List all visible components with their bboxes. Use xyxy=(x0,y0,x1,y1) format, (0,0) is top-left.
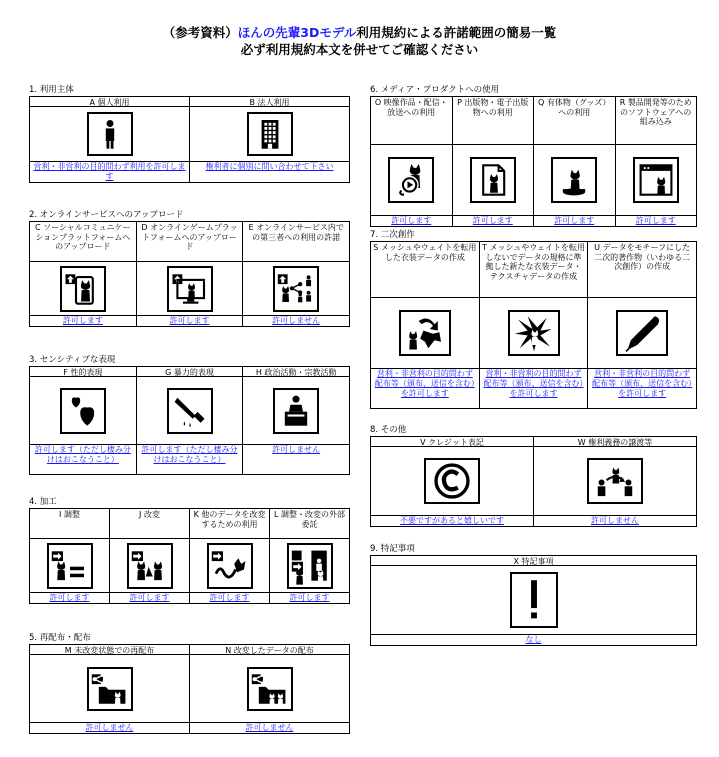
permission-table xyxy=(29,366,350,475)
permission-header: A 個人利用 xyxy=(30,97,189,107)
permission-cell xyxy=(109,509,189,603)
figure-goods-icon xyxy=(551,157,597,203)
permission-header: G 暴力的表現 xyxy=(137,367,243,377)
person-icon xyxy=(87,112,133,156)
permission-cell xyxy=(533,97,615,226)
permission-header: H 政治活動・宗教活動 xyxy=(243,367,349,377)
permission-result-text: 許可しません xyxy=(85,723,134,732)
permission-result-text: 不要ですがあると嬉しいです xyxy=(400,516,504,525)
permission-result xyxy=(616,215,697,226)
permission-cell xyxy=(30,97,189,182)
permission-cell xyxy=(371,556,696,645)
permission-result xyxy=(30,722,189,733)
video-icon xyxy=(388,157,434,203)
icon-box xyxy=(30,539,109,592)
permission-result xyxy=(534,515,696,526)
modify-icon xyxy=(127,543,173,589)
permission-table xyxy=(29,644,350,734)
permission-header: S メッシュやウェイトを転用した衣装データの作成 xyxy=(371,242,479,298)
permission-header: U データをモチーフにした二次的著作物（いわゆる二次創作）の作成 xyxy=(588,242,696,298)
section-s8 xyxy=(370,425,697,527)
permission-cell xyxy=(479,242,588,408)
icon-box xyxy=(137,262,243,315)
upload-smartphone-icon xyxy=(60,266,106,312)
distribute-modified-icon xyxy=(247,667,293,711)
permission-result-text: 許可します xyxy=(129,593,170,602)
fabric-icon xyxy=(508,310,560,356)
title-line-2: 必ず利用規約本文を併せてご確認ください xyxy=(240,42,479,57)
section-label: 8. その他 xyxy=(370,425,407,435)
permission-header: J 改変 xyxy=(110,509,189,539)
section-s3 xyxy=(29,355,350,475)
icon-box xyxy=(110,539,189,592)
permission-cell xyxy=(189,509,269,603)
section-label: 4. 加工 xyxy=(29,497,57,507)
pen-icon xyxy=(616,310,668,356)
hearts-icon xyxy=(60,388,106,434)
permission-result xyxy=(137,444,243,474)
permission-result xyxy=(30,161,189,182)
icon-box xyxy=(190,655,349,722)
permission-cell xyxy=(371,97,452,226)
permission-header: M 未改変状態での再配布 xyxy=(30,645,189,655)
permission-header: X 特記事項 xyxy=(371,556,696,566)
permission-header: B 法人利用 xyxy=(190,97,349,107)
permission-result-text: 許可します xyxy=(289,593,330,602)
section-s9 xyxy=(370,544,697,646)
redistribute-icon xyxy=(87,667,133,711)
icon-box xyxy=(371,145,452,215)
permission-cell xyxy=(30,367,136,474)
permission-result xyxy=(137,315,243,326)
permission-result-text: 営利・非営利の目的問わず配布等（頒布、送信を含む）を許可します xyxy=(483,369,584,398)
icon-box xyxy=(371,566,696,634)
permission-cell xyxy=(30,645,189,733)
permission-header: C ソーシャルコミュニケーションプラットフォームへのアップロード xyxy=(30,222,136,262)
permission-result-text: 営利・非営利の目的問わず配布等（頒布、送信を含む）を許可します xyxy=(592,369,693,398)
permission-header: W 権利義務の譲渡等 xyxy=(534,437,696,447)
transfer-icon xyxy=(587,458,643,504)
permission-result xyxy=(243,444,349,474)
permission-result-text: 権利者に個別に問い合わせて下さい xyxy=(205,162,334,171)
permission-table xyxy=(29,508,350,604)
icon-box xyxy=(190,107,349,161)
permission-result-text: 許可します xyxy=(554,216,595,225)
section-s2 xyxy=(29,210,350,327)
icon-box xyxy=(30,262,136,315)
permission-result-text: 許可しません xyxy=(245,723,294,732)
permission-result-text: 営利・非営利の目的問わず配布等（頒布、送信を含む）を許可します xyxy=(374,369,475,398)
icon-box xyxy=(371,447,533,515)
convert-mesh-icon xyxy=(399,310,451,356)
permission-table xyxy=(370,96,697,227)
permission-header: R 製品開発等のためのソフトウェアへの組み込み xyxy=(616,97,697,145)
permission-result xyxy=(190,592,269,603)
permission-result xyxy=(453,215,534,226)
use-for-modify-icon xyxy=(207,543,253,589)
permission-cell xyxy=(452,97,534,226)
icon-box xyxy=(137,377,243,444)
outsource-icon xyxy=(287,543,333,589)
permission-result xyxy=(270,592,349,603)
permission-result-text: 許可しません xyxy=(591,516,639,525)
permission-result-text: 許可します xyxy=(391,216,432,225)
permission-header: Q 有体物（グッズ）への利用 xyxy=(534,97,615,145)
section-label: 7. 二次創作 xyxy=(370,230,415,240)
permission-header: V クレジット表記 xyxy=(371,437,533,447)
permission-table xyxy=(370,436,697,527)
section-label: 1. 利用主体 xyxy=(29,85,74,95)
section-label: 9. 特記事項 xyxy=(370,544,415,554)
knife-icon xyxy=(167,388,213,434)
permission-cell xyxy=(371,242,479,408)
permission-table xyxy=(29,221,350,327)
permission-cell xyxy=(587,242,696,408)
permission-result xyxy=(371,634,696,645)
permission-result-text: 許可しません xyxy=(272,316,321,325)
icon-box xyxy=(243,262,349,315)
permission-result xyxy=(534,215,615,226)
software-window-icon xyxy=(633,157,679,203)
podium-icon xyxy=(273,388,319,434)
permission-header: O 映像作品・配信・放送への利用 xyxy=(371,97,452,145)
permission-cell xyxy=(136,222,243,326)
section-s1 xyxy=(29,85,350,183)
permission-result-text: 許可します xyxy=(635,216,676,225)
share-users-icon xyxy=(273,266,319,312)
permission-result xyxy=(190,161,349,182)
permission-cell xyxy=(136,367,243,474)
permission-cell xyxy=(189,97,349,182)
permission-cell xyxy=(242,222,349,326)
permission-result-text: 許可します xyxy=(49,593,90,602)
permission-result xyxy=(30,315,136,326)
permission-table xyxy=(29,96,350,183)
section-label: 2. オンラインサービスへのアップロード xyxy=(29,210,184,220)
permission-result-text: 許可します xyxy=(209,593,250,602)
section-s4 xyxy=(29,497,350,604)
section-s6 xyxy=(370,85,697,227)
model-name: ほんの先輩3Dモデル xyxy=(237,25,357,40)
permission-cell xyxy=(189,645,349,733)
permission-cell xyxy=(242,367,349,474)
icon-box xyxy=(371,298,479,368)
permission-result xyxy=(110,592,189,603)
icon-box xyxy=(190,539,269,592)
permission-result xyxy=(243,315,349,326)
permission-result-text: 許可します（ただし棲み分けはおこなうこと） xyxy=(34,445,131,464)
document-icon xyxy=(470,157,516,203)
permission-result-text: 許可します xyxy=(62,316,103,325)
building-icon xyxy=(247,112,293,156)
icon-box xyxy=(453,145,534,215)
icon-box xyxy=(30,107,189,161)
permission-cell xyxy=(30,509,109,603)
permission-cell xyxy=(615,97,697,226)
icon-box xyxy=(270,539,349,592)
upload-monitor-icon xyxy=(167,266,213,312)
permission-result-text: 許可しません xyxy=(272,445,321,454)
permission-header: F 性的表現 xyxy=(30,367,136,377)
icon-box xyxy=(243,377,349,444)
permission-table xyxy=(370,555,697,646)
section-label: 5. 再配布・配布 xyxy=(29,633,91,643)
permission-result xyxy=(30,592,109,603)
icon-box xyxy=(588,298,696,368)
permission-result-text: 許可します xyxy=(472,216,513,225)
title-line-1: （参考資料）ほんの先輩3Dモデル利用規約による許諾範囲の簡易一覧 xyxy=(162,25,557,40)
permission-result-text: 許可します（ただし棲み分けはおこなうこと） xyxy=(141,445,238,464)
icon-box xyxy=(30,377,136,444)
permission-header: D オンラインゲームプラットフォームへのアップロード xyxy=(137,222,243,262)
permission-result-text: なし xyxy=(525,635,542,644)
permission-header: E オンラインサービス内での第三者への利用の許諾 xyxy=(243,222,349,262)
section-s7 xyxy=(370,230,697,409)
permission-header: K 他のデータを改変するための利用 xyxy=(190,509,269,539)
icon-box xyxy=(30,655,189,722)
permission-cell xyxy=(269,509,349,603)
permission-result xyxy=(371,368,479,408)
permission-table xyxy=(370,241,697,409)
section-label: 6. メディア・プロダクトへの使用 xyxy=(370,85,500,95)
permission-cell xyxy=(371,437,533,526)
copyright-icon xyxy=(424,458,480,504)
icon-box xyxy=(534,145,615,215)
permission-result-text: 営利・非営利の目的問わず利用を許可します xyxy=(33,162,186,181)
permission-result xyxy=(371,215,452,226)
permission-cell xyxy=(533,437,696,526)
icon-box xyxy=(480,298,588,368)
permission-header: T メッシュやウェイトを転用しないでデータの規格に準拠した新たな衣装データ・テクスチャデータの作成 xyxy=(480,242,588,298)
permission-header: L 調整・改変の外部委託 xyxy=(270,509,349,539)
permission-cell xyxy=(30,222,136,326)
icon-box xyxy=(534,447,696,515)
document-title xyxy=(0,24,719,58)
permission-header: I 調整 xyxy=(30,509,109,539)
section-s5 xyxy=(29,633,350,734)
exclamation-icon xyxy=(510,572,558,628)
permission-result xyxy=(480,368,588,408)
permission-result xyxy=(371,515,533,526)
permission-result xyxy=(30,444,136,474)
section-label: 3. センシティブな表現 xyxy=(29,355,116,365)
permission-header: P 出版物・電子出版物への利用 xyxy=(453,97,534,145)
adjust-icon xyxy=(47,543,93,589)
permission-header: N 改変したデータの配布 xyxy=(190,645,349,655)
permission-result-text: 許可します xyxy=(169,316,210,325)
permission-result xyxy=(190,722,349,733)
icon-box xyxy=(616,145,697,215)
permission-result xyxy=(588,368,696,408)
